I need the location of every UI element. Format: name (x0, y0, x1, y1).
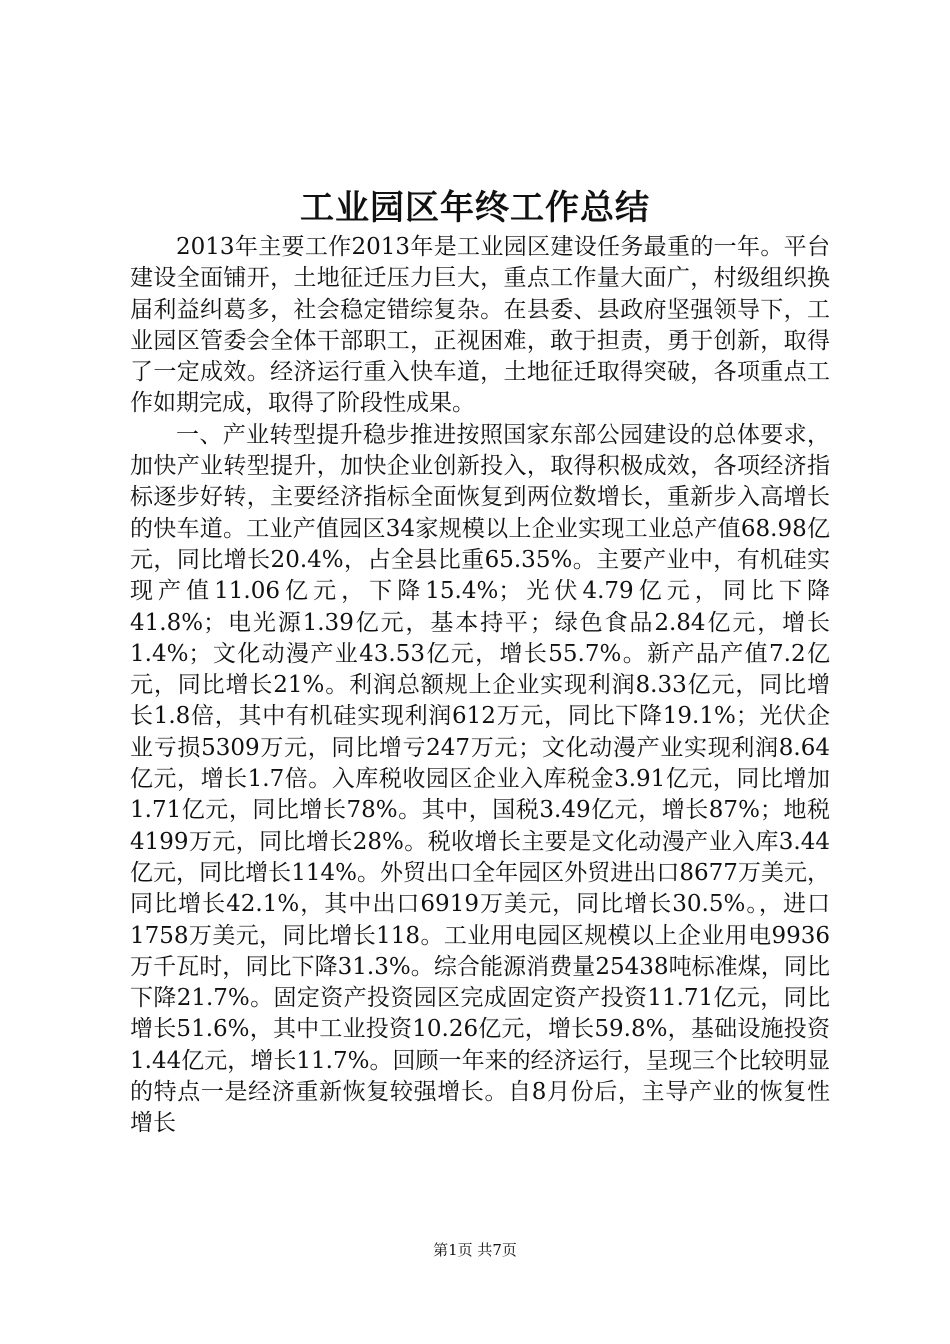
paragraph-industry: 一、产业转型提升稳步推进按照国家东部公园建设的总体要求，加快产业转型提升，加快企业创新投入，取得积极成效，各项经济指标逐步好转，主要经济指标全面恢复到两位数增长，重新步入高增长的快车道。工业产值园区34家规模以上企业实现工业总产值68.98亿元，同比增长20.4%，占全县比重65.35%。主要产业中，有机硅实现产值11.06亿元，下降15.4%；光伏4.79亿元，同比下降41.8%；电光源1.39亿元，基本持平；绿色食品2.84亿元，增长1.4%；文化动漫产业43.53亿元，增长55.7%。新产品产值7.2亿元，同比增长21%。利润总额规上企业实现利润8.33亿元，同比增长1.8倍，其中有机硅实现利润612万元，同比下降19.1%；光伏企业亏损5309万元，同比增亏247万元；文化动漫产业实现利润8.64亿元，增长1.7倍。入库税收园区企业入库税金3.91亿元，同比增加1.71亿元，同比增长78%。其中，国税3.49亿元，增长87%；地税4199万元，同比增长28%。税收增长主要是文化动漫产业入库3.44亿元，同比增长114%。外贸出口全年园区外贸进出口8677万美元，同比增长42.1%，其中出口6919万美元，同比增长30.5%。，进口1758万美元，同比增长118。工业用电园区规模以上企业用电9936万千瓦时，同比下降31.3%。综合能源消费量25438吨标准煤，同比下降21.7%。固定资产投资园区完成固定资产投资11.71亿元，同比增长51.6%，其中工业投资10.26亿元，增长59.8%，基础设施投资1.44亿元，增长11.7%。回顾一年来的经济运行，呈现三个比较明显的特点一是经济重新恢复较强增长。自8月份后，主导产业的恢复性增长 (130, 421, 830, 1137)
document-title: 工业园区年终工作总结 (300, 188, 650, 228)
page-number-footer: 第1页 共7页 (433, 1241, 517, 1259)
document-body (130, 232, 830, 1140)
paragraph-intro: 2013年主要工作2013年是工业园区建设任务最重的一年。平台建设全面铺开，土地征迁压力巨大，重点工作量大面广，村级组织换届利益纠葛多，社会稳定错综复杂。在县委、县政府坚强领导下，工业园区管委会全体干部职工，正视困难，敢于担责，勇于创新，取得了一定成效。经济运行重入快车道，土地征迁取得突破，各项重点工作如期完成，取得了阶段性成果。 (130, 234, 830, 417)
